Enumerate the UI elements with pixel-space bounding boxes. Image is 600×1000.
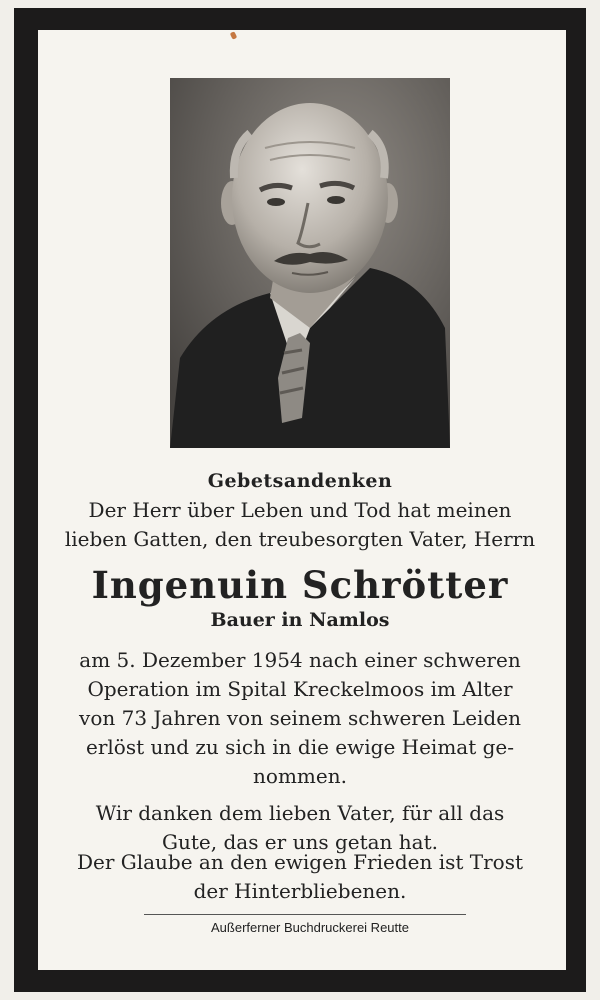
- body-line: Operation im Spital Kreckelmoos im Alter: [87, 677, 513, 701]
- portrait-image: [170, 78, 450, 448]
- portrait-photo: [170, 78, 450, 448]
- intro-line: lieben Gatten, den treubesorgten Vater, Herrn: [64, 527, 536, 551]
- thanks-line: Wir danken dem lieben Vater, für all das: [95, 801, 505, 825]
- intro-line: Der Herr über Leben und Tod hat meinen: [88, 498, 512, 522]
- faith-line: der Hinterbliebenen.: [193, 879, 407, 903]
- body-line: am 5. Dezember 1954 nach einer schweren: [79, 648, 521, 672]
- body-line: erlöst und zu sich in die ewige Heimat ge-: [85, 735, 515, 759]
- card-heading: Gebetsandenken: [207, 470, 393, 492]
- body-paragraph: [40, 646, 560, 791]
- occupation-line: Bauer in Namlos: [210, 609, 390, 631]
- intro-paragraph: [40, 496, 560, 554]
- body-line: nommen.: [253, 764, 347, 788]
- divider-line: [144, 914, 466, 915]
- faith-line: Der Glaube an den ewigen Frieden ist Trost: [76, 850, 524, 874]
- deceased-name: Ingenuin Schrötter: [91, 563, 509, 607]
- body-line: von 73 Jahren von seinem schweren Leiden: [79, 706, 521, 730]
- faith-paragraph: [40, 848, 560, 906]
- printer-credit: Außerferner Buchdruckerei Reutte: [211, 920, 409, 935]
- thanks-line: Gute, das er uns getan hat.: [162, 830, 438, 854]
